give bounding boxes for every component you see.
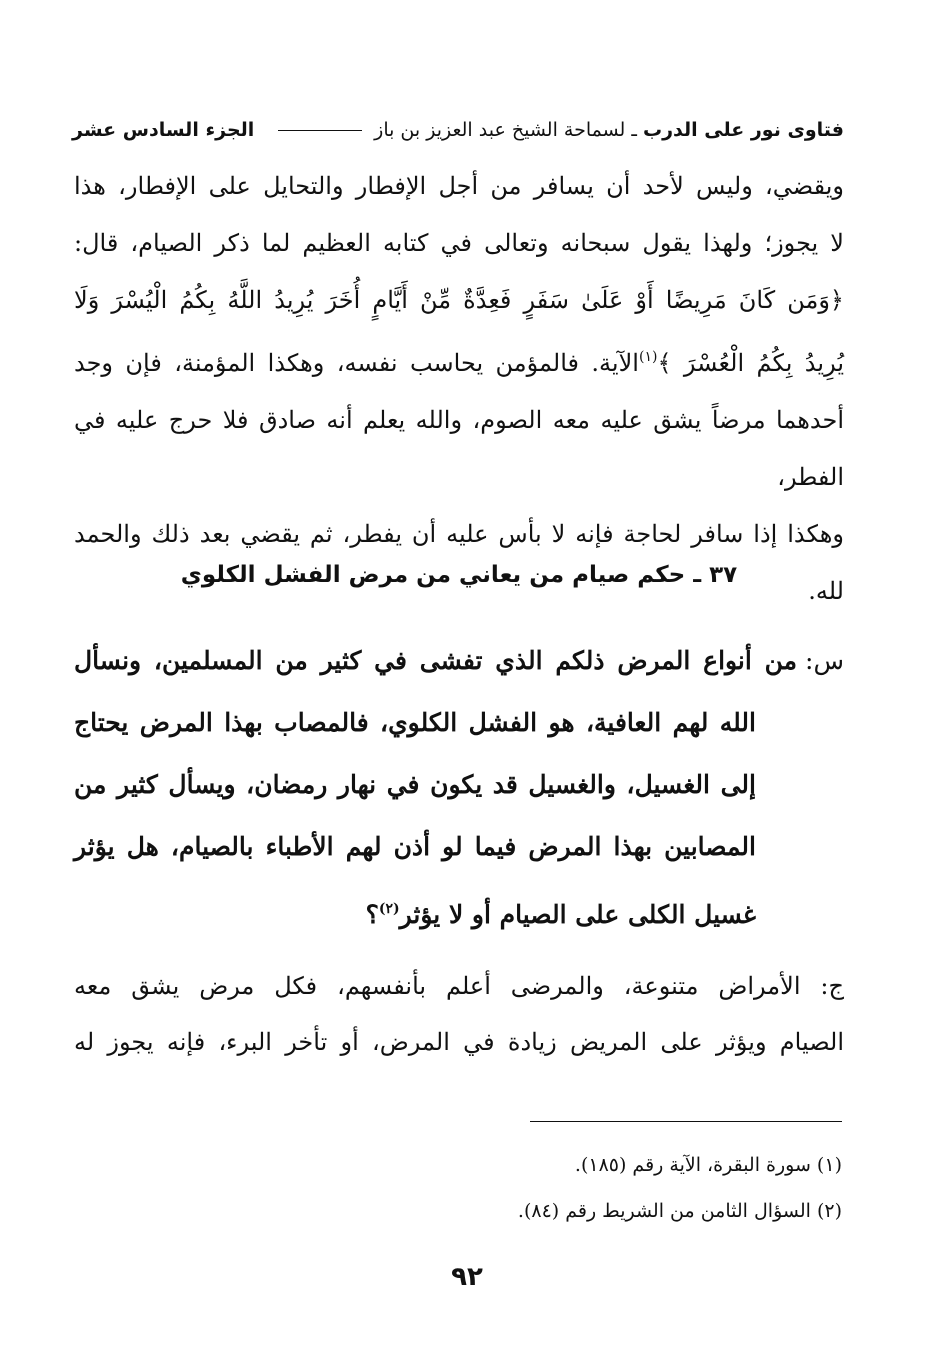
footnote-marker: (١) [638,349,658,365]
answer-line: ج: الأمراض متنوعة، والمرضى أعلم بأنفسهم، فكل مرض يشق معه [74,972,844,1000]
question-text: من أنواع المرض ذلكم الذي تفشى في كثير من المسلمين، ونسأل [74,646,798,675]
intro-line: ويقضي، وليس لأحد أن يسافر من أجل الإفطار والتحايل على الإفطار، هذا [74,172,844,200]
quran-verse-line: ﴿وَمَن كَانَ مَرِيضًا أَوْ عَلَىٰ سَفَرٍ فَعِدَّةٌ مِّنْ أَيَّامٍ أُخَرَ يُرِيدُ اللَّهُ بِكُمُ الْيُسْرَ وَلَا [74,286,844,314]
book-title: فتاوى نور على الدرب [643,119,844,141]
intro-line: أحدهما مرضاً يشق عليه معه الصوم، والله يعلم أنه صادق فلا حرج عليه في الفطر، [74,406,844,491]
question-block [74,630,844,946]
header-book-author [272,112,844,148]
footnotes [342,1142,842,1234]
footnote-separator [530,1121,842,1122]
footnote-1: (١) سورة البقرة، الآية رقم (١٨٥). [574,1154,842,1176]
footnote-marker: (٢) [378,901,400,917]
answer-block [74,958,844,1070]
answer-line: الصيام ويؤثر على المريض زيادة في المرض، أو تأخر البرء، فإنه يجوز له [74,1028,844,1056]
intro-line: وهكذا إذا سافر لحاجة فإنه لا بأس عليه أن يفطر، ثم يقضي بعد ذلك والحمد لله. [74,520,844,605]
question-text: غسيل الكلى على الصيام أو لا يؤثر [399,900,756,929]
page-number: ٩٢ [451,1262,483,1292]
footnote-2: (٢) السؤال الثامن من الشريط رقم (٨٤). [517,1200,842,1222]
intro-line [74,329,844,392]
quran-verse-end: يُرِيدُ بِكُمُ الْعُسْرَ ﴾ [657,349,844,377]
question-line: الله لهم العافية، هو الفشل الكلوي، فالمصاب بهذا المرض يحتاج [74,708,756,737]
running-header [72,112,844,148]
section-heading: ٣٧ ـ حكم صيام من يعاني من مرض الفشل الكلوي [180,562,738,588]
intro-line-tail: الآية. فالمؤمن يحاسب نفسه، وهكذا المؤمنة، فإن وجد [74,349,639,377]
author-name: ـ لسماحة الشيخ عبد العزيز بن باز [374,119,637,141]
question-line [74,630,844,692]
question-label: س: [805,646,844,675]
volume-label: الجزء السادس عشر [72,119,255,141]
question-mark: ؟ [365,900,379,929]
question-line: إلى الغسيل، والغسيل قد يكون في نهار رمضان، ويسأل كثير من [74,770,756,799]
header-rule [278,130,362,131]
question-line [74,878,844,946]
intro-line: لا يجوز؛ ولهذا يقول سبحانه وتعالى في كتابه العظيم لما ذكر الصيام، قال: [74,229,844,257]
question-line: المصابين بهذا المرض فيما لو أذن لهم الأطباء بالصيام، هل يؤثر [74,832,756,861]
